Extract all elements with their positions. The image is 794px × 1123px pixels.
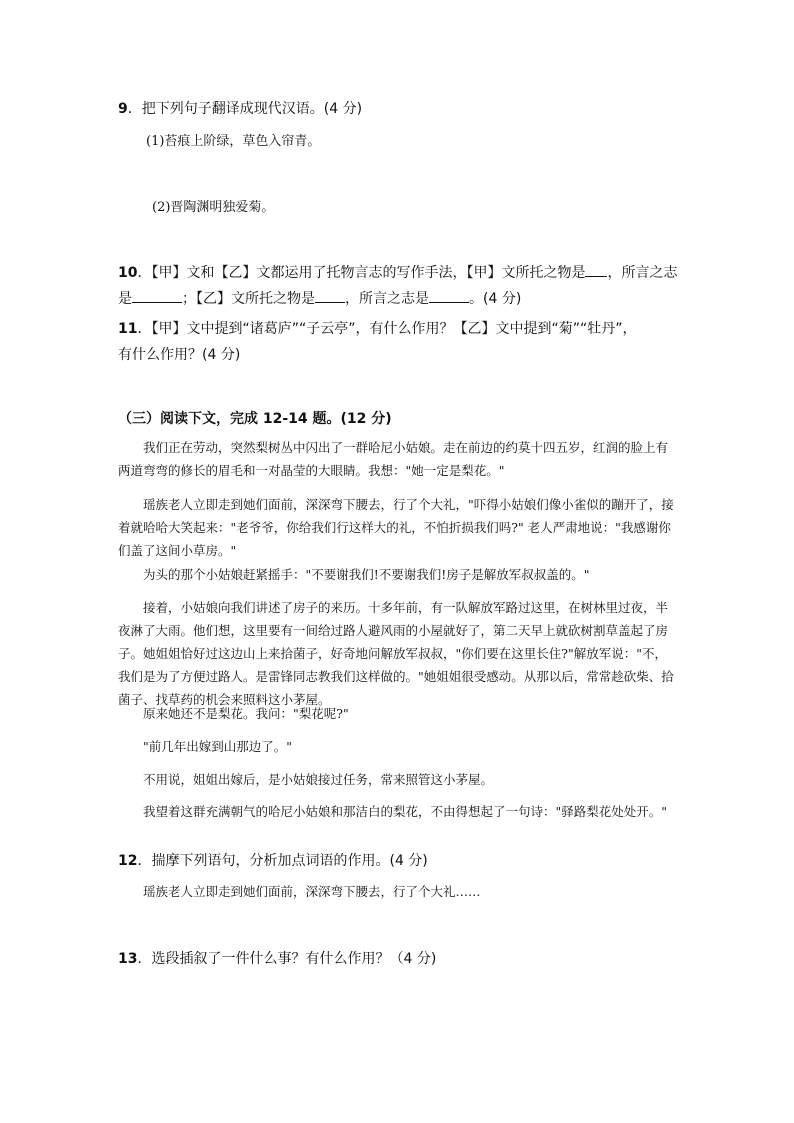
question-10-line-1 <box>118 260 678 286</box>
question-text: ，所言之志是 <box>345 291 429 307</box>
quoted-sentence: 瑶族老人立即走到她们面前，深深弯下腰去，行了个大礼…… <box>143 884 481 899</box>
question-text: 。(4 分) <box>469 291 522 307</box>
passage-paragraph: 原来她还不是梨花。我问："梨花呢?" <box>143 706 349 721</box>
question-text: ．【甲】文和【乙】文都运用了托物言志的写作手法，【甲】文所托之物是 <box>137 265 586 281</box>
question-number: 12 <box>118 853 138 869</box>
question-number: 9 <box>118 101 128 117</box>
question-10-line-2 <box>118 286 678 312</box>
question-text: ．选段插叙了一件什么事？有什么作用？（4 分) <box>137 951 437 967</box>
answer-blank[interactable] <box>315 287 345 303</box>
question-11 <box>118 316 678 368</box>
question-text: ，所言之志 <box>607 265 678 281</box>
question-12 <box>118 848 678 874</box>
question-number: 13 <box>118 951 138 967</box>
passage-paragraph: 为头的那个小姑娘赶紧摇手："不要谢我们!不要谢我们!房子是解放军叔叔盖的。" <box>143 567 590 582</box>
passage-paragraph: "前几年出嫁到山那边了。" <box>143 739 292 754</box>
question-text: ．把下列句子翻译成现代汉语。(4 分) <box>127 101 363 117</box>
question-text: 是 <box>118 291 132 307</box>
question-text: ．【甲】文中提到“诸葛庐”“子云亭”，有什么作用？【乙】文中提到“菊”“牡丹”， <box>137 321 637 337</box>
question-number: 11 <box>118 321 138 337</box>
passage-paragraph: 接着，小姑娘向我们讲述了房子的来历。十多年前，有一队解放军路过这里，在树林里过夜，半夜淋了大雨。他们想，这里要有一间给过路人避风雨的小屋就好了，第二天早上就砍树割草盖起了房子。她姐姐恰好过这边山上来拾菌子，好奇地问解放军叔叔，"你们要在这里长住?"解放军说："不，我们是为了方便过路人。是雷锋同志教我们这样做的。"她姐姐很受感动。从那以后，常常趁砍柴、拾菌子、找草药的机会来照料这小茅屋。 <box>118 600 674 707</box>
passage-paragraph: 我望着这群充满朝气的哈尼小姑娘和那洁白的梨花，不由得想起了一句诗："驿路梨花处处开。" <box>143 804 668 819</box>
question-10 <box>118 260 678 312</box>
section-title: （三）阅读下文，完成 12-14 题。(12 分) <box>118 411 392 427</box>
passage-paragraph: 不用说，姐姐出嫁后，是小姑娘接过任务，常来照管这小茅屋。 <box>143 772 494 787</box>
question-text: 有什么作用？(4 分) <box>118 347 241 363</box>
passage-paragraph: 我们正在劳动，突然梨树丛中闪出了一群哈尼小姑娘。走在前边的约莫十四五岁，红润的脸上有两道弯弯的修长的眉毛和一对晶莹的大眼睛。我想："她一定是梨花。" <box>118 440 669 478</box>
question-13 <box>118 946 678 972</box>
question-text: ．揣摩下列语句，分析加点词语的作用。(4 分) <box>137 853 428 869</box>
passage-paragraph: 瑶族老人立即走到她们面前，深深弯下腰去，行了个大礼，"吓得小姑娘们像小雀似的蹦开了，接着就哈哈大笑起来："老爷爷，你给我们行这样大的礼，不怕折损我们吗?" 老人严肃地说："我感谢你们盖了这间小草房。" <box>118 497 674 558</box>
question-text: ；【乙】文所托之物是 <box>182 291 315 307</box>
translate-sentence-1: (1)苔痕上阶绿，草色入帘青。 <box>146 134 321 149</box>
translate-sentence-2: (2)晋陶渊明独爱菊。 <box>152 200 275 215</box>
answer-blank[interactable] <box>132 287 182 303</box>
answer-blank[interactable] <box>429 287 469 303</box>
question-9 <box>118 96 678 122</box>
question-number: 10 <box>118 265 138 281</box>
answer-blank[interactable] <box>585 261 607 277</box>
